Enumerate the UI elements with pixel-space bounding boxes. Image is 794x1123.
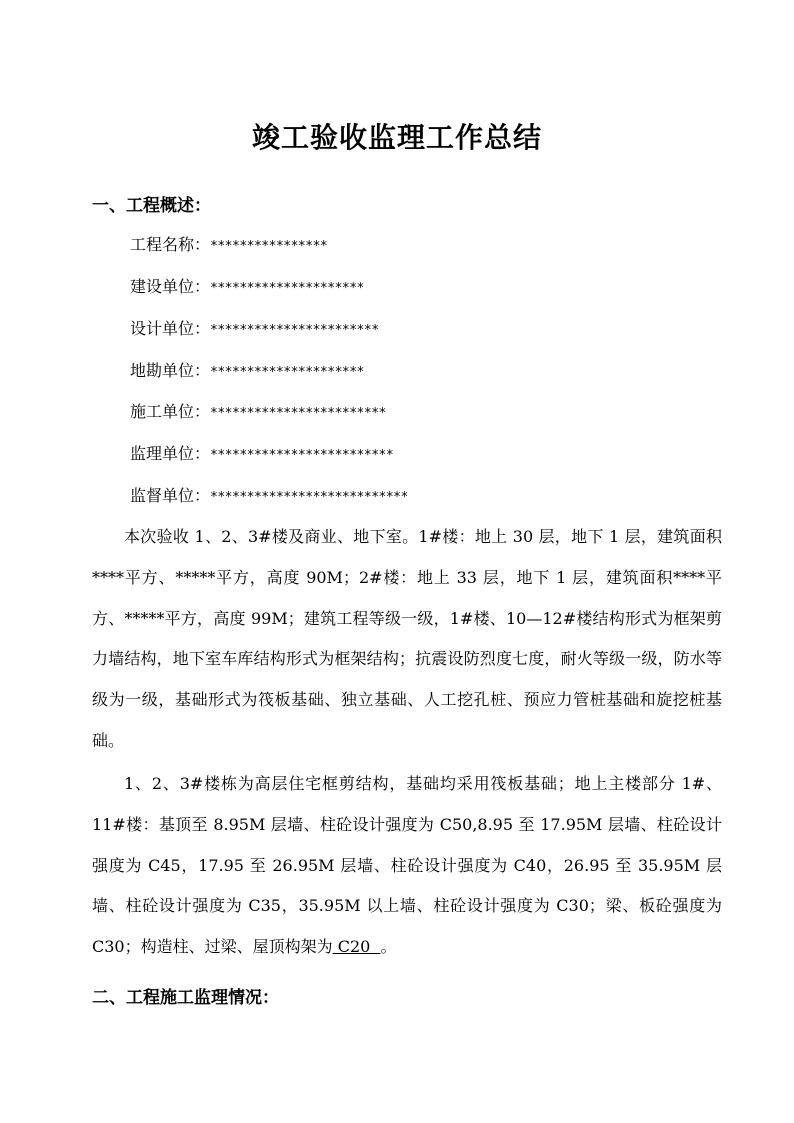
field-value: *********************** [210,323,379,338]
field-survey-unit [130,359,364,385]
paragraph-text: 1、2、3#楼栋为高层住宅框剪结构，基础均采用筏板基础；地上主楼部分 1#、11#楼：基顶至 8.95M 层墙、柱砼设计强度为 C50,8.95 至 17.95M 层墙、柱砼设计强度为 C45，17.95 至 26.95M 层墙、柱砼设计强度为 C40，26.95 至 35.95M 层墙、柱砼设计强度为 C35，35.95M 以上墙、柱砼设计强度为 C30；梁、板砼强度为 C30；构造柱、过梁、屋顶构架为 [92,774,722,957]
field-value: **************** [210,239,328,254]
field-construction-unit [130,400,386,426]
field-value: ************************* [210,448,394,463]
field-label: 地勘单位： [130,361,211,380]
field-label: 施工单位： [130,402,211,421]
field-label: 监理单位： [130,444,211,463]
field-value: ********************* [210,281,364,296]
underlined-value: C20 [332,937,381,957]
section-heading-supervision: 二、工程施工监理情况： [92,988,279,1008]
field-owner-unit [130,275,364,301]
field-label: 设计单位： [130,319,211,338]
field-value: *************************** [210,490,408,505]
paragraph-acceptance-scope: 本次验收 1、2、3#楼及商业、地下室。1#楼：地上 30 层，地下 1 层，建筑面积****平方、*****平方，高度 90M；2#楼：地上 33 层，地下 1 层，建筑面积****平方、*****平方，高度 99M；建筑工程等级一级，1#楼、10—12#楼结构形式为框架剪力墙结构，地下室车库结构形式为框架结构；抗震设防烈度七度，耐火等级一级，防水等级为一级，基础形式为筏板基础、独立基础、人工挖孔桩、预应力管桩基础和旋挖桩基础。 [92,527,722,750]
field-label: 建设单位： [130,277,211,296]
section-heading-overview: 一、工程概述： [92,196,211,216]
paragraph-end: 。 [380,937,397,957]
field-label: 监督单位： [130,486,211,505]
field-value: ********************* [210,365,364,380]
field-label: 工程名称： [130,235,211,254]
field-value: ************************ [210,406,386,421]
field-oversight-unit [130,484,408,510]
field-design-unit [130,317,379,343]
field-project-name [130,233,327,259]
field-supervision-unit [130,442,393,468]
document-title: 竣工验收监理工作总结 [251,121,542,154]
paragraph-structure-strength [92,764,722,968]
